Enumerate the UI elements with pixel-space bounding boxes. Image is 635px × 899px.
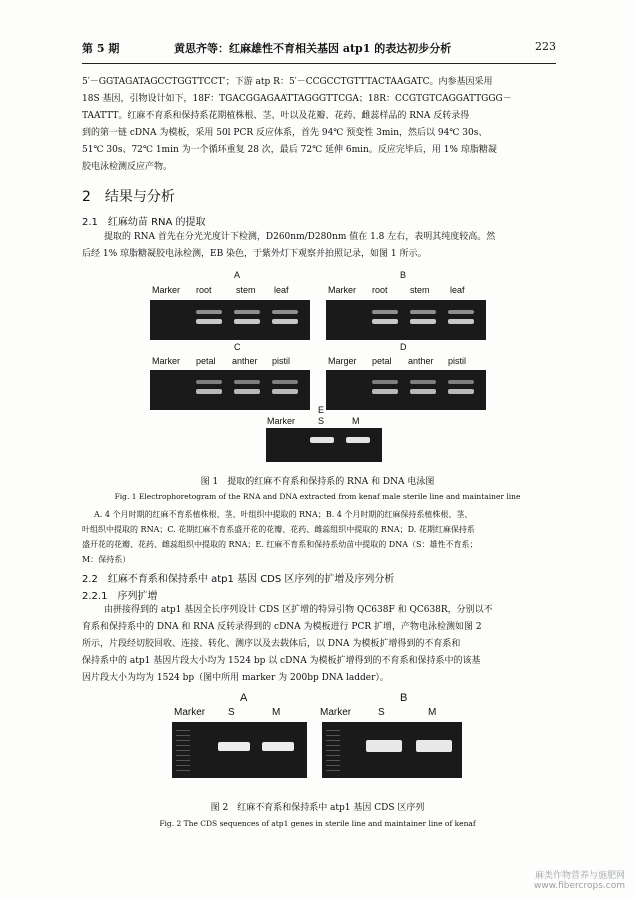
gel-image-fig2-a bbox=[172, 722, 307, 778]
panel-letter-a: A bbox=[234, 270, 241, 280]
header-rule bbox=[82, 63, 556, 64]
lane-label: root bbox=[372, 285, 388, 295]
gel-image-fig2-b bbox=[322, 722, 462, 778]
methods-paragraph bbox=[82, 74, 512, 176]
panel-letter-c: C bbox=[234, 342, 241, 352]
lane-label: Marger bbox=[328, 356, 357, 366]
lane-label: Marker bbox=[174, 707, 206, 718]
note-line: 盛开花的花瓣、花药、雌蕊组织中提取的 RNA；E. 红麻不育系和保持系幼苗中提取的 DNA（S：雄性不育系； bbox=[82, 540, 478, 549]
figure-1-caption-cn: 图 1 提取的红麻不育系和保持系的 RNA 和 DNA 电泳图 bbox=[200, 477, 435, 487]
section-heading-2-2: 2.2 红麻不育系和保持系中 atp1 基因 CDS 区序列的扩增及序列分析 bbox=[82, 574, 395, 585]
watermark-cn: 麻类作物营养与施肥网 bbox=[534, 871, 625, 881]
lane-label: Marker bbox=[320, 707, 352, 718]
text-line: 保持系中的 atp1 基因片段大小均为 1524 bp 以 cDNA 为模板扩增得到的不育系和保持系中的该基 bbox=[82, 656, 481, 666]
watermark bbox=[534, 868, 625, 891]
lane-label: Marker bbox=[152, 285, 181, 295]
lane-label: anther bbox=[232, 356, 258, 366]
section-heading-2-2-1: 2.2.1 序列扩增 bbox=[82, 591, 158, 602]
lane-label: stem bbox=[410, 285, 430, 295]
text-line: 胶电泳检测反应产物。 bbox=[82, 162, 173, 172]
running-header bbox=[82, 40, 556, 60]
panel-letter-d: D bbox=[400, 342, 407, 352]
figure-1 bbox=[150, 270, 500, 470]
gel-image-b bbox=[326, 300, 486, 340]
lane-label: leaf bbox=[450, 285, 465, 295]
lane-label: petal bbox=[372, 356, 392, 366]
panel-letter-e: E bbox=[318, 405, 325, 415]
page-number: 223 bbox=[535, 40, 556, 53]
text-line: 51℃ 30s、72℃ 1min 为一个循环重复 28 次，最后 72℃ 延伸 6min。反应完毕后，用 1% 琼脂糖凝 bbox=[82, 145, 497, 155]
gel-image-a bbox=[150, 300, 310, 340]
text-line: 提取的 RNA 首先在分光光度计下检测，D260nm/D280nm 值在 1.8 左右，表明其纯度较高。然 bbox=[104, 232, 496, 242]
running-title: 黄思齐等：红麻雄性不育相关基因 atp1 的表达初步分析 bbox=[174, 42, 452, 55]
text-line: 到的第一链 cDNA 为模板，采用 50l PCR 反应体系，首先 94℃ 预变性 3min，然后以 94℃ 30s、 bbox=[82, 128, 488, 138]
watermark-url: www.fibercrops.com bbox=[534, 881, 625, 891]
lane-label: M bbox=[272, 707, 281, 718]
gel-image-e bbox=[266, 428, 382, 462]
text-line: 所示，片段经切胶回收、连接、转化、测序以及去载体后，以 DNA 为模板扩增得到的不育系和 bbox=[82, 639, 461, 649]
section-heading-2-1: 2.1 红麻幼苗 RNA 的提取 bbox=[82, 217, 206, 228]
lane-label: Marker bbox=[328, 285, 357, 295]
lane-label: root bbox=[196, 285, 212, 295]
section-heading-2: 2 结果与分析 bbox=[82, 189, 175, 205]
lane-label: S bbox=[378, 707, 385, 718]
lane-label: Marker bbox=[152, 356, 181, 366]
text-line: 因片段大小为均为 1524 bp（图中所用 marker 为 200bp DNA ladder）。 bbox=[82, 673, 389, 683]
gel-image-c bbox=[150, 370, 310, 410]
lane-label: M bbox=[352, 416, 360, 426]
section-2-2-1-paragraph bbox=[82, 602, 493, 687]
note-line: M：保持系） bbox=[82, 555, 131, 564]
figure-2-caption-en: Fig. 2 The CDS sequences of atp1 genes in sterile line and maintainer line of kenaf bbox=[159, 819, 476, 828]
section-2-1-paragraph bbox=[82, 229, 495, 263]
gel-image-d bbox=[326, 370, 486, 410]
figure-2-caption-cn: 图 2 红麻不育系和保持系中 atp1 基因 CDS 区序列 bbox=[210, 803, 425, 813]
panel-letter-b: B bbox=[400, 692, 408, 704]
lane-label: anther bbox=[408, 356, 434, 366]
text-line: 育系和保持系中的 DNA 和 RNA 反转录得到的 cDNA 为模板进行 PCR 扩增，产物电泳检测如图 2 bbox=[82, 622, 482, 632]
figure-1-caption-en: Fig. 1 Electrophoretogram of the RNA and DNA extracted from kenaf male sterile line and maintainer line bbox=[114, 492, 521, 501]
text-line: 5′－GGTAGATAGCCTGGTTCCT′；下游 atp R：5′－CCGCCTGTTTACTAAGATC。内参基因采用 bbox=[82, 77, 493, 87]
lane-label: S bbox=[228, 707, 235, 718]
lane-label: leaf bbox=[274, 285, 289, 295]
panel-letter-a: A bbox=[240, 692, 248, 704]
issue-number: 第 5 期 bbox=[82, 42, 120, 55]
text-line: 后经 1% 琼脂糖凝胶电泳检测，EB 染色，于紫外灯下观察并拍照记录，如图 1 所示。 bbox=[82, 249, 427, 259]
lane-label: Marker bbox=[267, 416, 296, 426]
panel-letter-b: B bbox=[400, 270, 407, 280]
lane-label: stem bbox=[236, 285, 256, 295]
note-line: 叶组织中提取的 RNA；C. 花期红麻不育系盛开花的花瓣、花药、雌蕊组织中提取的 RNA；D. 花期红麻保持系 bbox=[82, 525, 475, 534]
note-line: A. 4 个月时期的红麻不育系植株根、茎、叶组织中提取的 RNA；B. 4 个月时期的红麻保持系植株根、茎、 bbox=[94, 510, 473, 519]
lane-label: pistil bbox=[448, 356, 467, 366]
lane-label: S bbox=[318, 416, 325, 426]
figure-2 bbox=[172, 692, 472, 792]
lane-label: pistil bbox=[272, 356, 291, 366]
lane-label: M bbox=[428, 707, 437, 718]
figure-1-notes bbox=[82, 507, 477, 567]
text-line: 由拼接得到的 atp1 基因全长序列设计 CDS 区扩增的特异引物 QC638F 和 QC638R，分别以不 bbox=[104, 605, 493, 615]
text-line: TAATTT。红麻不育系和保持系花期植株根、茎、叶以及花瓣、花药、雌蕊样品的 RNA 反转录得 bbox=[82, 111, 470, 121]
text-line: 18S 基因，引物设计如下，18F：TGACGGAGAATTAGGGTTCGA；18R：CCGTGTCAGGATTGGG－ bbox=[82, 94, 512, 104]
lane-label: petal bbox=[196, 356, 216, 366]
